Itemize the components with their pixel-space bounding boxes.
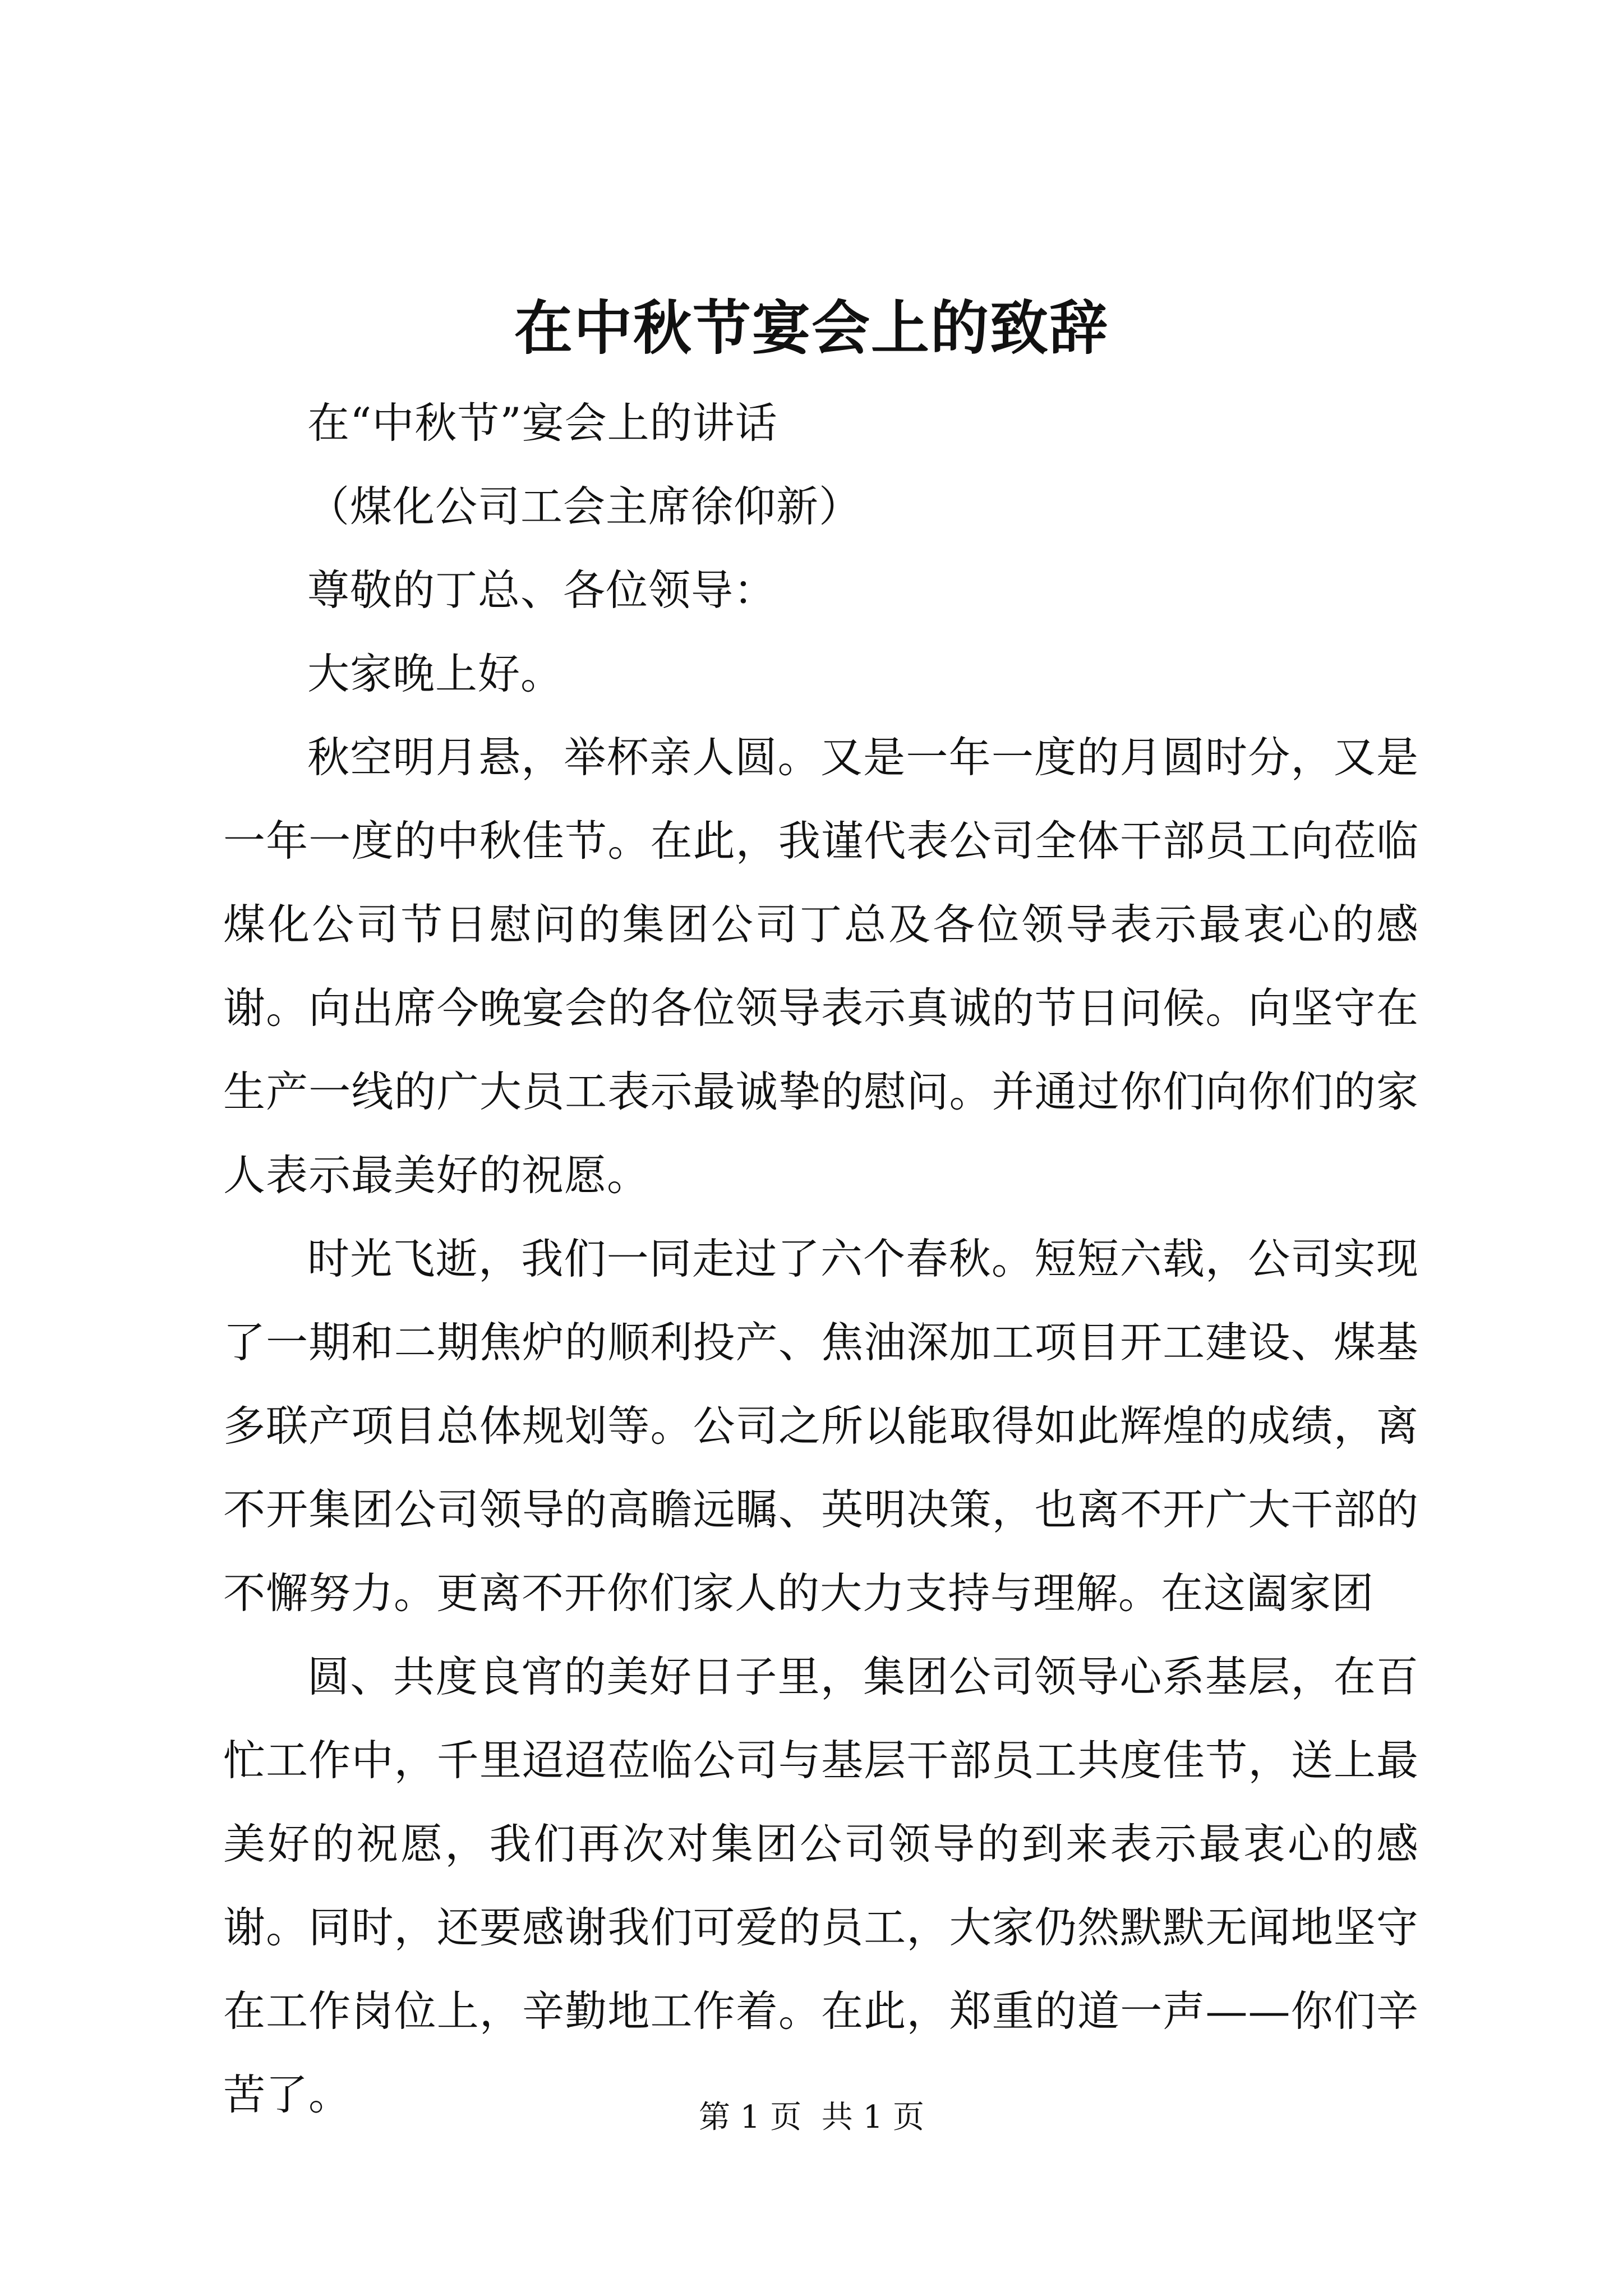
page-footer xyxy=(0,2095,1623,2140)
body-paragraph: 圆、共度良宵的美好日子里，集团公司领导心系基层，在百忙工作中，千里迢迢莅临公司与基层干部员工共度佳节，送上最美好的祝愿，我们再次对集团公司领导的到来表示最衷心的感谢。同时，还要感谢我们可爱的员工，大家仍然默默无闻地坚守在工作岗位上，辛勤地工作着。在此，郑重的道一声——你们辛苦了。 xyxy=(223,1652,1419,2119)
body-paragraph: 时光飞逝，我们一同走过了六个春秋。短短六载，公司实现了一期和二期焦炉的顺利投产、焦油深加工项目开工建设、煤基多联产项目总体规划等。公司之所以能取得如此辉煌的成绩，离不开集团公司领导的高瞻远瞩、英明决策，也离不开广大干部的不懈努力。更离不开你们家人的大力支持与理解。在这阖家团 xyxy=(223,1234,1419,1618)
salutation-paragraph: 尊敬的丁总、各位领导： xyxy=(307,565,777,615)
greeting-paragraph: 大家晚上好。 xyxy=(307,649,564,698)
subtitle-paragraph: 在“中秋节”宴会上的讲话 xyxy=(307,398,778,448)
speaker-paragraph: （煤化公司工会主席徐仰新） xyxy=(307,482,862,531)
document-body xyxy=(223,381,1419,2137)
page-number: 第 1 页 共 1 页 xyxy=(698,2099,925,2136)
body-paragraph: 秋空明月悬，举杯亲人圆。又是一年一度的月圆时分，又是一年一度的中秋佳节。在此，我谨代表公司全体干部员工向莅临煤化公司节日慰问的集团公司丁总及各位领导表示最衷心的感谢。向出席今晚宴会的各位领导表示真诚的节日问候。向坚守在生产一线的广大员工表示最诚挚的慰问。并通过你们向你们的家人表示最美好的祝愿。 xyxy=(223,733,1419,1200)
document-title: 在中秋节宴会上的致辞 xyxy=(514,293,1109,362)
